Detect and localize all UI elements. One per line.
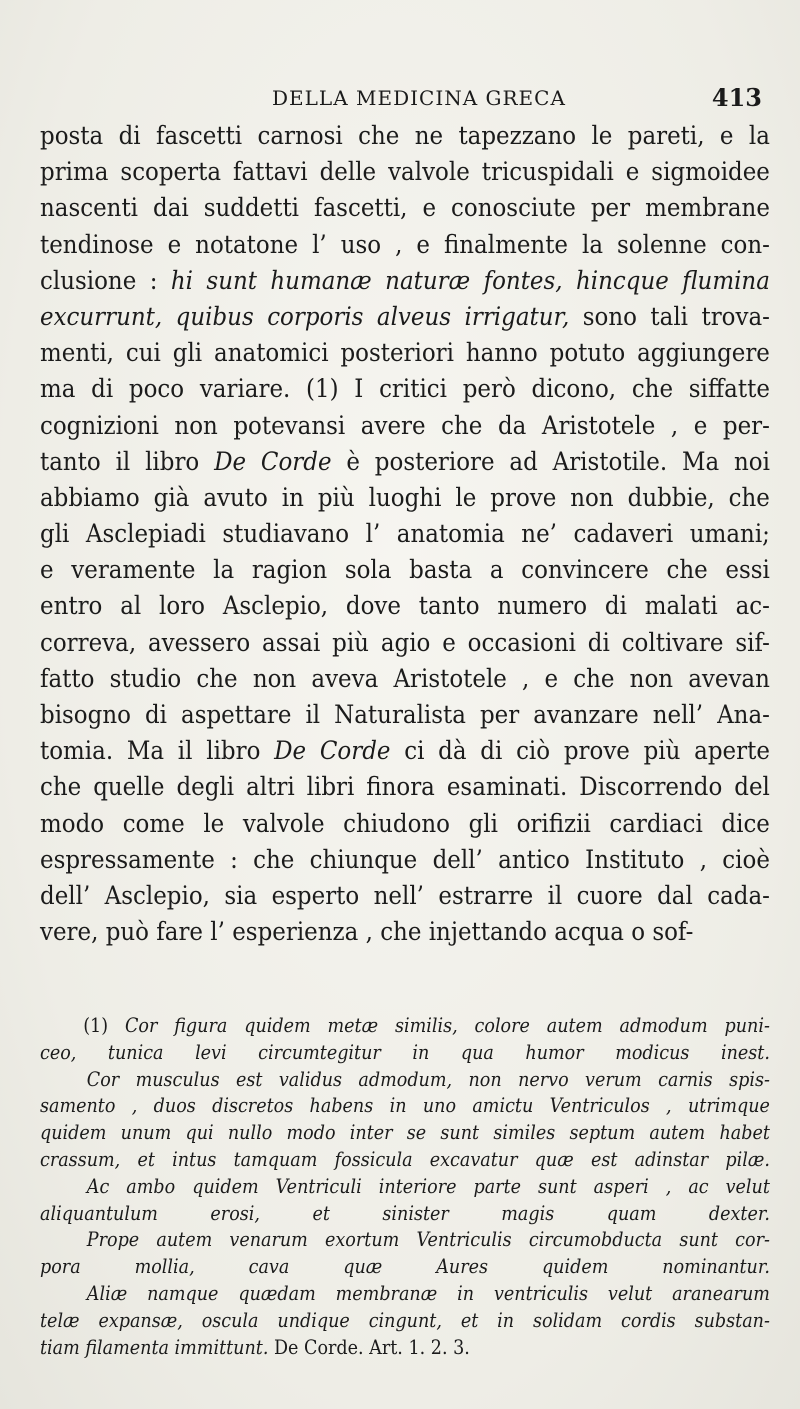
text-line bbox=[40, 914, 770, 950]
text-span: cognizioni non potevansi avere che da Aristotele , e per- bbox=[40, 410, 770, 441]
text-line bbox=[40, 444, 770, 480]
text-span: prima scoperta fattavi delle valvole tricuspidali e sigmoidee bbox=[40, 157, 770, 188]
footnote-line bbox=[40, 1335, 770, 1362]
italic-span: pora mollia, cava quæ Aures quidem nominantur. bbox=[40, 1255, 770, 1279]
text-line bbox=[40, 154, 770, 190]
page-number: 413 bbox=[711, 83, 762, 112]
footnote-line bbox=[40, 1281, 770, 1308]
footnote-line bbox=[40, 1174, 770, 1201]
text-span: e veramente la ragion sola basta a convincere che essi bbox=[40, 555, 770, 586]
italic-span: De Corde bbox=[214, 446, 332, 477]
italic-span: telæ expansæ, oscula undique cingunt, et in solidam cordis substan- bbox=[40, 1308, 770, 1332]
footnote-line bbox=[40, 1040, 770, 1067]
text-line bbox=[40, 408, 770, 444]
text-span: tanto il libro bbox=[40, 446, 215, 477]
italic-span: De Corde bbox=[274, 736, 391, 767]
text-line bbox=[40, 733, 770, 769]
page-header bbox=[40, 83, 770, 116]
text-line bbox=[40, 516, 770, 552]
text-line bbox=[40, 190, 770, 226]
text-line bbox=[40, 697, 770, 733]
text-line bbox=[40, 588, 770, 624]
text-line bbox=[40, 227, 770, 263]
text-span: fatto studio che non aveva Aristotele , e che non avevan bbox=[40, 663, 770, 694]
text-span: tendinose e notatone l’ uso , e finalmente la solenne con- bbox=[40, 229, 770, 260]
text-line bbox=[40, 480, 770, 516]
text-span: abbiamo già avuto in più luoghi le prove non dubbie, che bbox=[40, 482, 770, 513]
italic-span: ceo, tunica levi circumtegitur in qua humor modicus inest. bbox=[40, 1040, 770, 1064]
footnote-line bbox=[40, 1067, 770, 1094]
text-span: clusione : bbox=[40, 265, 171, 296]
text-span: sono tali trova- bbox=[569, 301, 770, 332]
text-line bbox=[40, 842, 770, 878]
text-span: dell’ Asclepio, sia esperto nell’ estrarre il cuore dal cada- bbox=[40, 880, 770, 911]
italic-span: aliquantulum erosi, et sinister magis quam dexter. bbox=[40, 1201, 770, 1225]
footnote-line bbox=[40, 1227, 770, 1254]
text-span: posta di fascetti carnosi che ne tapezzano le pareti, e la bbox=[40, 121, 770, 151]
text-span: entro al loro Asclepio, dove tanto numero di malati ac- bbox=[40, 591, 770, 622]
text-line bbox=[40, 335, 770, 371]
italic-span: samento , duos discretos habens in uno amictu Ventriculos , utrimque bbox=[40, 1094, 770, 1118]
text-line bbox=[40, 625, 770, 661]
footnote-line bbox=[40, 1093, 770, 1120]
upright-span: De Corde. Art. 1. 2. 3. bbox=[273, 1335, 470, 1359]
italic-span: Ac ambo quidem Ventriculi interiore parte sunt asperi , ac velut bbox=[86, 1174, 770, 1198]
text-span: ci dà di ciò prove più aperte bbox=[390, 736, 770, 767]
text-line bbox=[40, 118, 770, 154]
italic-span: Prope autem venarum exortum Ventriculis circumobducta sunt cor- bbox=[86, 1228, 770, 1252]
text-span: correva, avessero assai più agio e occasioni di coltivare sif- bbox=[40, 627, 770, 658]
italic-span: Cor figura quidem metæ similis, colore autem admodum puni- bbox=[124, 1014, 770, 1037]
italic-span: tiam filamenta immittunt. bbox=[40, 1335, 274, 1359]
italic-span: Aliæ namque quædam membranæ in ventriculis velut aranearum bbox=[86, 1281, 770, 1305]
text-span: nascenti dai suddetti fascetti, e conosciute per membrane bbox=[40, 193, 770, 224]
text-line bbox=[40, 299, 770, 335]
footnote-line bbox=[40, 1254, 770, 1281]
running-title: DELLA MEDICINA GRECA bbox=[272, 86, 566, 110]
italic-span: excurrunt, quibus corporis alveus irrigatur, bbox=[40, 301, 570, 332]
text-line bbox=[40, 661, 770, 697]
text-span: menti, cui gli anatomici posteriori hanno potuto aggiungere bbox=[40, 338, 770, 369]
text-span: modo come le valvole chiudono gli orifizii cardiaci dice bbox=[40, 808, 770, 839]
italic-span: crassum, et intus tamquam fossicula excavatur quæ est adinstar pilæ. bbox=[40, 1147, 770, 1171]
text-line bbox=[40, 878, 770, 914]
footnote-line bbox=[40, 1308, 770, 1335]
footnote-line bbox=[40, 1201, 770, 1228]
text-span: espressamente : che chiunque dell’ antico Instituto , cioè bbox=[40, 844, 770, 875]
italic-span: quidem unum qui nullo modo inter se sunt similes septum autem habet bbox=[40, 1121, 770, 1145]
footnote-line bbox=[40, 1147, 770, 1174]
footnote-line bbox=[40, 1120, 770, 1147]
text-line bbox=[40, 371, 770, 407]
text-span: gli Asclepiadi studiavano l’ anatomia ne’ cadaveri umani; bbox=[40, 519, 770, 550]
footnote-line bbox=[40, 1013, 770, 1040]
text-line bbox=[40, 769, 770, 805]
text-line bbox=[40, 806, 770, 842]
text-span: ma di poco variare. (1) I critici però dicono, che siffatte bbox=[40, 374, 770, 405]
italic-span: Cor musculus est validus admodum, non nervo verum carnis spis- bbox=[86, 1067, 770, 1091]
text-span: è posteriore ad Aristotile. Ma noi bbox=[331, 446, 770, 477]
text-span: bisogno di aspettare il Naturalista per avanzare nell’ Ana- bbox=[40, 700, 770, 730]
text-span: vere, può fare l’ esperienza , che injettando acqua o sof- bbox=[40, 917, 694, 948]
upright-span: (1) bbox=[83, 1014, 125, 1037]
text-line bbox=[40, 552, 770, 588]
text-span: tomia. Ma il libro bbox=[40, 736, 275, 767]
text-span: che quelle degli altri libri finora esaminati. Discorrendo del bbox=[40, 772, 770, 803]
text-line bbox=[40, 263, 770, 299]
footnotes bbox=[40, 1013, 770, 1361]
italic-span: hi sunt humanæ naturæ fontes, hincque flumina bbox=[170, 265, 770, 296]
main-text bbox=[40, 118, 770, 950]
